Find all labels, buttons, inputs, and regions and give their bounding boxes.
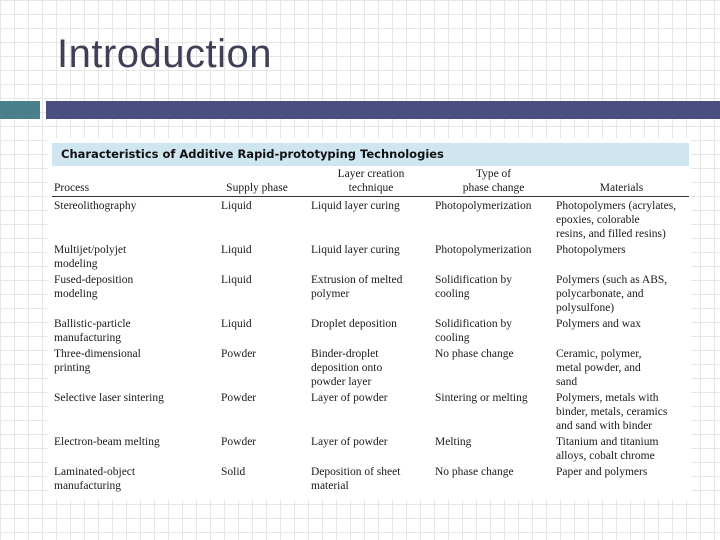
cell-layer-technique: Extrusion of melted polymer <box>311 274 403 300</box>
cell-process: Multijet/polyjet modeling <box>54 244 127 270</box>
cell-supply-phase: Liquid <box>221 200 252 212</box>
cell-supply-phase: Liquid <box>221 274 252 286</box>
cell-supply-phase: Solid <box>221 466 246 478</box>
cell-supply-phase: Powder <box>221 392 257 404</box>
accent-bar-teal <box>0 101 40 119</box>
cell-phase-change: Photopolymerization <box>435 244 532 256</box>
cell-phase-change: Photopolymerization <box>435 200 532 212</box>
accent-bar-navy <box>46 101 720 119</box>
cell-materials: Polymers (such as ABS, polycarbonate, and polysulfone) <box>556 274 668 314</box>
cell-process: Three-dimensional printing <box>54 348 141 374</box>
cell-materials: Photopolymers (acrylates, epoxies, colorable resins, and filled resins) <box>556 200 677 240</box>
table-caption-bar <box>52 143 689 166</box>
table-image-panel <box>48 138 691 500</box>
cell-layer-technique: Liquid layer curing <box>311 244 400 256</box>
cell-supply-phase: Powder <box>221 436 257 448</box>
cell-process: Stereolithography <box>54 200 137 212</box>
characteristics-table <box>52 168 689 493</box>
header-materials: Materials <box>554 168 689 197</box>
cell-phase-change: Melting <box>435 436 472 448</box>
cell-layer-technique: Liquid layer curing <box>311 200 400 212</box>
cell-process: Electron-beam melting <box>54 436 160 448</box>
cell-phase-change: Sintering or melting <box>435 392 528 404</box>
cell-process: Laminated-object manufacturing <box>54 466 136 492</box>
cell-supply-phase: Liquid <box>221 244 252 256</box>
cell-layer-technique: Layer of powder <box>311 392 388 404</box>
header-supply-phase: Supply phase <box>205 168 309 197</box>
cell-materials: Paper and polymers <box>556 466 648 478</box>
cell-materials: Polymers, metals with binder, metals, ceramics and sand with binder <box>556 392 668 432</box>
cell-phase-change: Solidification by cooling <box>435 318 512 344</box>
cell-materials: Polymers and wax <box>556 318 641 330</box>
cell-process: Fused-deposition modeling <box>54 274 134 300</box>
cell-layer-technique: Deposition of sheet material <box>311 466 401 492</box>
header-layer-technique: Layer creation technique <box>309 168 433 197</box>
slide-title: Introduction <box>57 32 273 76</box>
cell-phase-change: No phase change <box>435 466 514 478</box>
cell-process: Ballistic-particle manufacturing <box>54 318 131 344</box>
cell-materials: Ceramic, polymer, metal powder, and sand <box>556 348 642 388</box>
cell-supply-phase: Liquid <box>221 318 252 330</box>
cell-phase-change: Solidification by cooling <box>435 274 512 300</box>
cell-layer-technique: Binder-droplet deposition onto powder layer <box>311 348 383 388</box>
cell-phase-change: No phase change <box>435 348 514 360</box>
cell-process: Selective laser sintering <box>54 392 164 404</box>
cell-supply-phase: Powder <box>221 348 257 360</box>
cell-materials: Photopolymers <box>556 244 626 256</box>
header-process: Process <box>52 168 205 197</box>
cell-layer-technique: Layer of powder <box>311 436 388 448</box>
header-phase-change: Type of phase change <box>433 168 554 197</box>
cell-materials: Titanium and titanium alloys, cobalt chrome <box>556 436 659 462</box>
cell-layer-technique: Droplet deposition <box>311 318 397 330</box>
table-caption: Characteristics of Additive Rapid-prototyping Technologies <box>61 147 444 161</box>
